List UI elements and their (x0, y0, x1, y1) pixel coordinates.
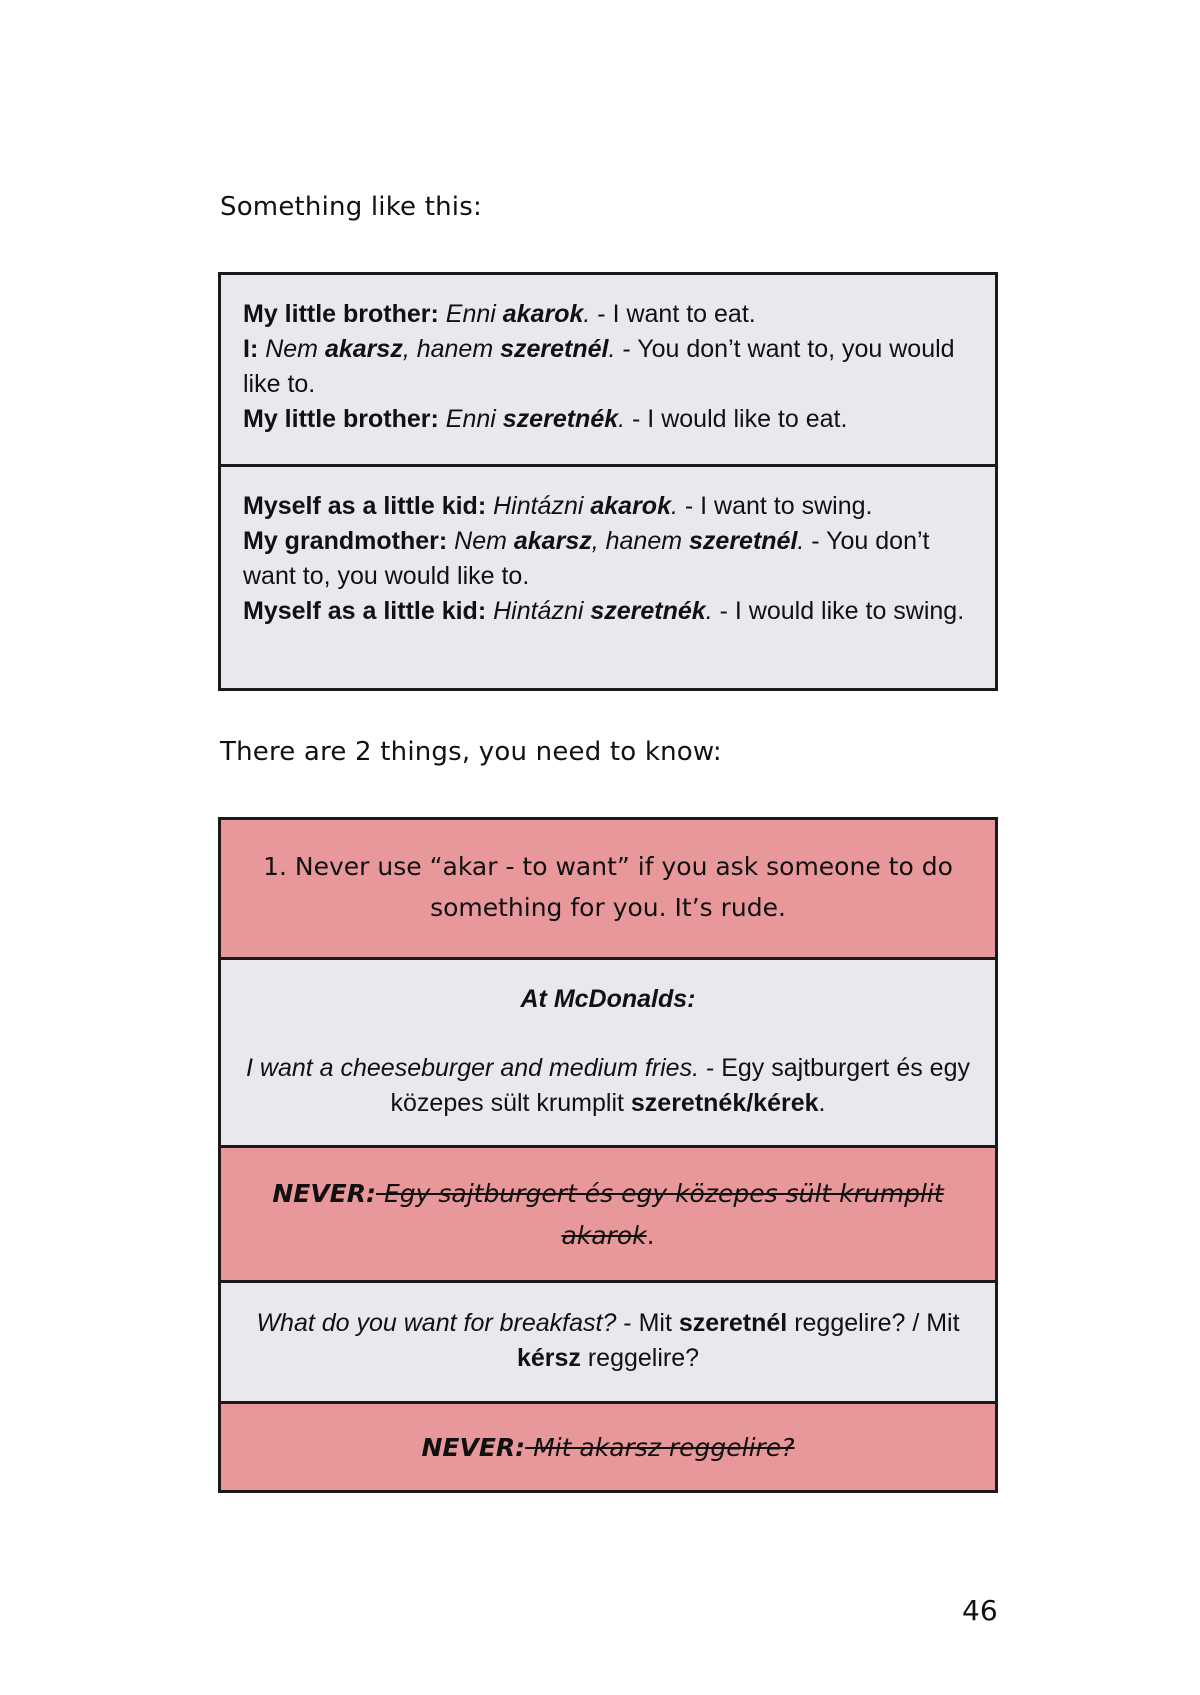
struck-text: Egy sajtburgert és egy közepes sült krumplit akarok (376, 1179, 944, 1250)
never-cell (221, 1401, 995, 1490)
hungarian-verb: szeretnék/kérek (630, 1089, 819, 1117)
speaker-label: My little brother: (243, 300, 439, 328)
english-translation: - You don’t want to, you would like to. (243, 335, 955, 398)
speaker-label: I: (243, 335, 259, 363)
english-translation: - I want to swing. (677, 492, 873, 520)
speaker-label: My grandmother: (243, 527, 448, 555)
rule-cell: 1. Never use “akar - to want” if you ask someone to do something for you. It’s rude. (221, 820, 995, 957)
hungarian-verb: szeretnél (689, 527, 798, 555)
section-intro: There are 2 things, you need to know: (220, 737, 722, 767)
hungarian-verb: akarok (590, 492, 671, 520)
english-translation: - I would like to swing. (712, 597, 965, 625)
struck-text: Mit akarsz reggelire? (525, 1433, 795, 1462)
dialog-cell-brother (221, 275, 995, 464)
rules-table (218, 817, 998, 1493)
example-cell-mcdonalds (221, 957, 995, 1145)
example-cell-breakfast: What do you want for breakfast? - Mit szeretnél reggelire? / Mit kérsz reggelire? (221, 1280, 995, 1401)
hungarian-verb: akarsz (513, 527, 592, 555)
hungarian-verb: szeretnék (502, 405, 619, 433)
never-label: NEVER: (272, 1179, 377, 1208)
dialog-cell-grandmother (221, 464, 995, 688)
speaker-label: Myself as a little kid: (243, 492, 487, 520)
dialog-line: My little brother: Enni akarok. - I want to eat. (243, 300, 756, 328)
hungarian-verb: kérsz (516, 1344, 581, 1372)
english-translation: - I want to eat. (590, 300, 756, 328)
speaker-label: My little brother: (243, 405, 439, 433)
hungarian-verb: akarok (502, 300, 584, 328)
hungarian-text: Enni (445, 300, 503, 328)
english-translation: - I would like to eat. (625, 405, 848, 433)
never-label: NEVER: (421, 1433, 526, 1462)
english-text: I want a cheeseburger and medium fries. (246, 1054, 700, 1082)
hungarian-verb: szeretnél (500, 335, 609, 363)
dialog-line: I: Nem akarsz, hanem szeretnél. - You don’t want to, you would like to. (243, 335, 955, 398)
hungarian-verb: szeretnél (678, 1309, 788, 1337)
dialog-line: My little brother: Enni szeretnék. - I would like to eat. (243, 405, 848, 433)
never-cell: NEVER: Egy sajtburgert és egy közepes sült krumplit akarok. (221, 1145, 995, 1280)
dialog-line: Myself as a little kid: Hintázni szeretnék. - I would like to swing. (243, 597, 965, 625)
example-heading: At McDonalds: (520, 985, 696, 1013)
dialog-line: My grandmother: Nem akarsz, hanem szeretnél. - You don’t want to, you would like to. (243, 527, 930, 590)
hungarian-verb: akarsz (324, 335, 403, 363)
english-text: What do you want for breakfast? (256, 1309, 617, 1337)
dialog-table (218, 272, 998, 691)
page-number: 46 (962, 1594, 998, 1627)
hungarian-verb: szeretnék (590, 597, 706, 625)
dialog-line: Myself as a little kid: Hintázni akarok. - I want to swing. (243, 492, 873, 520)
speaker-label: Myself as a little kid: (243, 597, 487, 625)
example-sentence: I want a cheeseburger and medium fries. - Egy sajtburgert és egy közepes sült krumplit szeretnék/kérek. (246, 1054, 970, 1117)
intro-text: Something like this: (220, 192, 482, 222)
english-translation: - You don’t want to, you would like to. (243, 527, 930, 590)
hungarian-text: - Egy sajtburgert és egy közepes sült krumplit (390, 1054, 970, 1117)
